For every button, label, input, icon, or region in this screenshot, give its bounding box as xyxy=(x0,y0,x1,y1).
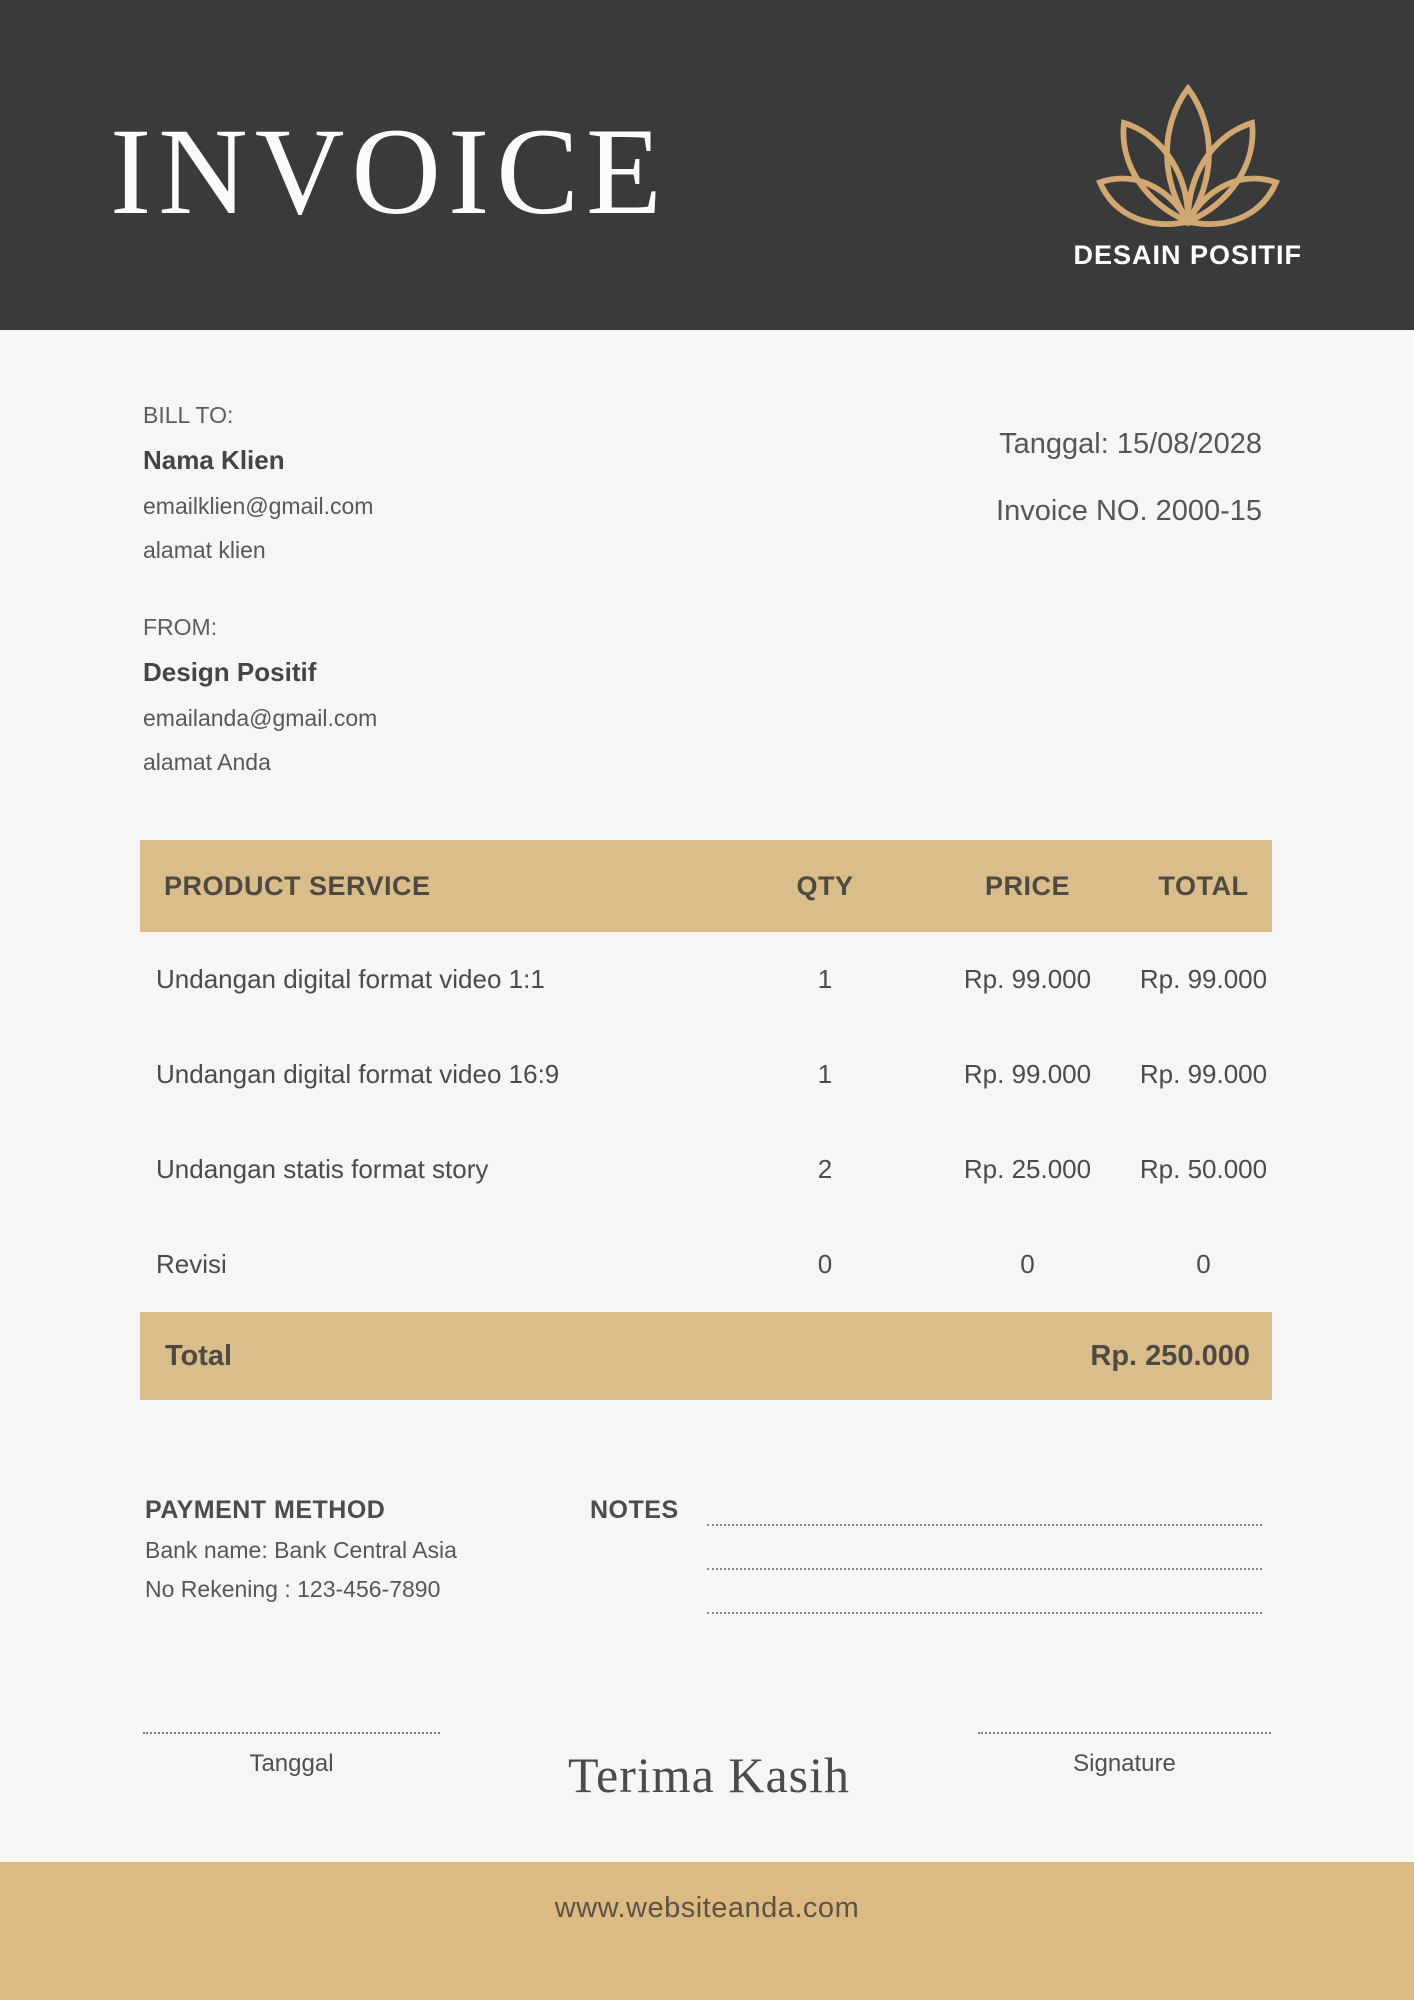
bill-to-label: BILL TO: xyxy=(143,402,234,428)
client-address: alamat klien xyxy=(143,537,266,563)
col-header-qty: QTY xyxy=(796,870,854,901)
info-row xyxy=(0,330,1414,564)
cell-price: 0 xyxy=(1020,1249,1035,1279)
payment-method-title: PAYMENT METHOD xyxy=(145,1496,386,1524)
cell-qty: 0 xyxy=(817,1249,833,1279)
table-row xyxy=(140,1217,1272,1312)
date-label: Tanggal xyxy=(249,1750,334,1777)
sender-name: Design Positif xyxy=(143,657,317,687)
invoice-meta xyxy=(996,428,1262,564)
lotus-icon xyxy=(1073,80,1302,232)
sender-address: alamat Anda xyxy=(143,749,271,775)
notes-title: NOTES xyxy=(590,1496,679,1524)
cell-total: 0 xyxy=(1196,1249,1211,1279)
bill-to-section xyxy=(143,402,373,564)
cell-product: Undangan statis format story xyxy=(156,1154,489,1184)
cell-price: Rp. 99.000 xyxy=(963,964,1092,994)
notes-dotted-line xyxy=(707,1526,1262,1570)
cell-product: Undangan digital format video 1:1 xyxy=(156,964,545,994)
cell-qty: 1 xyxy=(817,964,833,994)
account-number-line: No Rekening : 123-456-7890 xyxy=(145,1576,441,1602)
client-email: emailklien@gmail.com xyxy=(143,493,374,519)
table-row xyxy=(140,932,1272,1027)
product-table xyxy=(140,840,1272,1400)
cell-total: Rp. 99.000 xyxy=(1139,964,1268,994)
client-name: Nama Klien xyxy=(143,445,285,475)
signature-label: Signature xyxy=(1073,1750,1176,1777)
footer xyxy=(0,1862,1414,2000)
thank-you-text: Terima Kasih xyxy=(567,1747,851,1803)
from-label: FROM: xyxy=(143,614,218,640)
payment-method-section xyxy=(145,1496,590,1614)
cell-total: Rp. 50.000 xyxy=(1139,1154,1268,1184)
website-url: www.websiteanda.com xyxy=(554,1892,860,1924)
cell-qty: 1 xyxy=(817,1059,833,1089)
total-value: Rp. 250.000 xyxy=(1090,1339,1250,1372)
table-header-row xyxy=(140,840,1272,932)
notes-section xyxy=(590,1496,1262,1614)
table-row xyxy=(140,1027,1272,1122)
total-row xyxy=(140,1312,1272,1400)
invoice-date: Tanggal: 15/08/2028 xyxy=(999,428,1262,460)
notes-dotted-line xyxy=(707,1570,1262,1614)
cell-total: Rp. 99.000 xyxy=(1139,1059,1268,1089)
brand-name: DESAIN POSITIF xyxy=(1073,239,1302,270)
col-header-product: PRODUCT SERVICE xyxy=(164,870,431,901)
bank-name-line: Bank name: Bank Central Asia xyxy=(145,1537,457,1563)
cell-qty: 2 xyxy=(817,1154,833,1184)
from-section xyxy=(0,564,1414,776)
date-signature-box xyxy=(143,1732,440,1778)
notes-lines xyxy=(707,1496,1262,1614)
brand-block xyxy=(1073,80,1302,271)
signature-row xyxy=(0,1614,1414,1804)
col-header-total: TOTAL xyxy=(1158,870,1249,901)
col-header-price: PRICE xyxy=(984,870,1071,901)
sender-email: emailanda@gmail.com xyxy=(143,705,378,731)
table-row xyxy=(140,1122,1272,1217)
signature-box xyxy=(978,1732,1271,1778)
invoice-number: Invoice NO. 2000-15 xyxy=(996,495,1262,527)
page-title: INVOICE xyxy=(110,103,669,240)
cell-product: Revisi xyxy=(156,1249,227,1279)
cell-price: Rp. 25.000 xyxy=(963,1154,1092,1184)
payment-notes-row xyxy=(0,1400,1414,1614)
cell-price: Rp. 99.000 xyxy=(963,1059,1092,1089)
notes-dotted-line xyxy=(707,1498,1262,1526)
header xyxy=(0,0,1414,330)
cell-product: Undangan digital format video 16:9 xyxy=(156,1059,560,1089)
total-label: Total xyxy=(165,1339,233,1372)
